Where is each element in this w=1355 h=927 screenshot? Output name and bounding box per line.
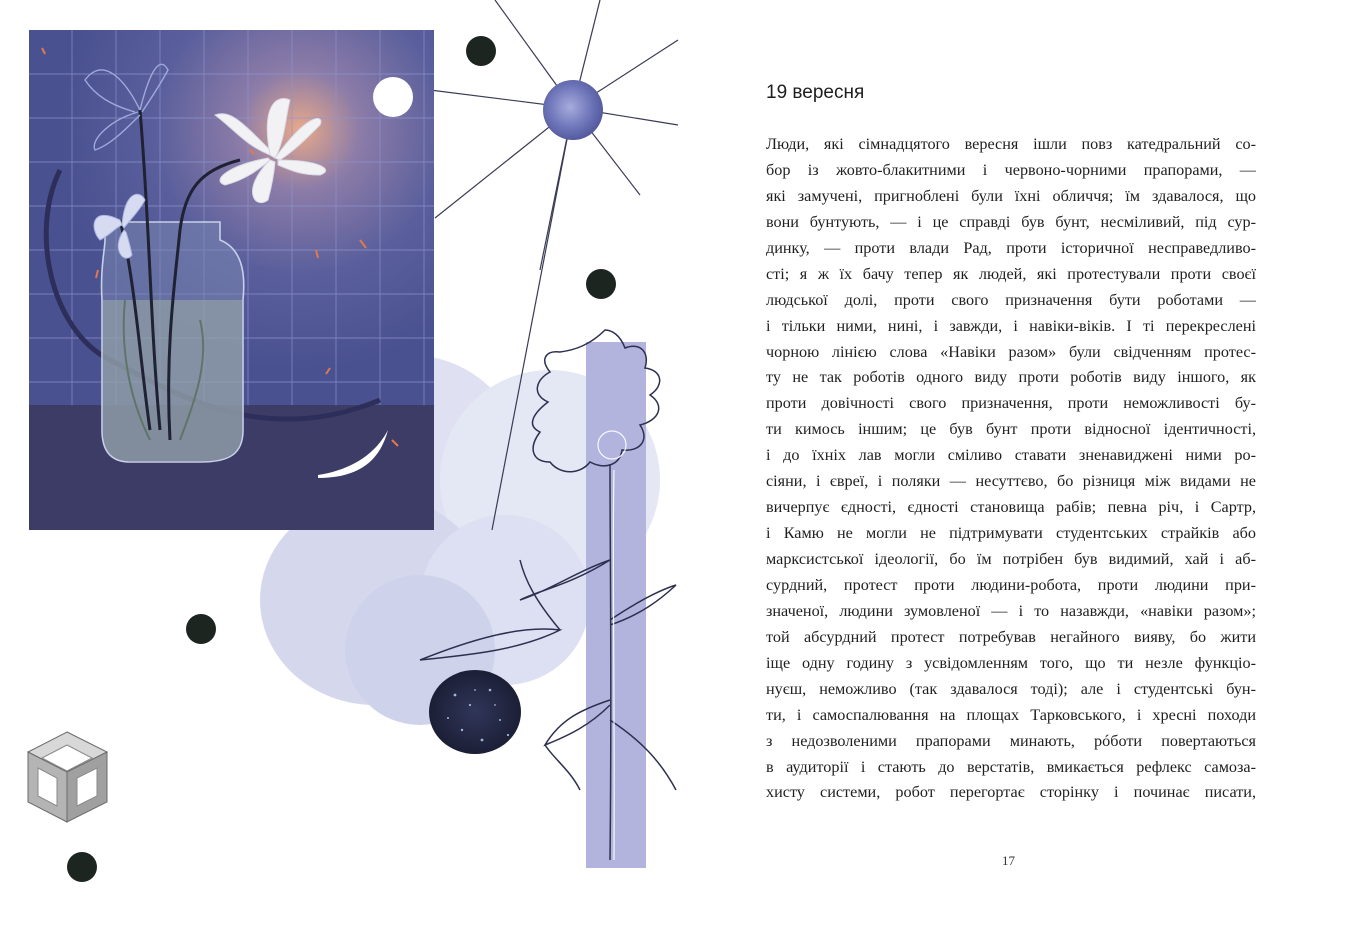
text-line: хисту системи, робот перегортає сторінку і починає писати, xyxy=(766,783,1256,802)
date-heading: 19 вересня xyxy=(766,82,865,103)
text-line: і тільки ними, нині, і завжди, і навіки-віків. І ті перекреслені xyxy=(766,316,1256,335)
text-line: той абсурдний протест потребував негайного вияву, бо жити xyxy=(766,627,1256,646)
text-line: сті; я ж їх бачу тепер як людей, які протестували проти своєї xyxy=(766,264,1256,283)
text-line: проти довічності свого призначення, проти неможливості бу- xyxy=(766,394,1256,413)
impossible-cube-icon xyxy=(28,732,107,822)
text-line: і Камю не могли не підтримувати студентських страйків або xyxy=(766,524,1256,543)
text-line: бор із жовто-блакитними і червоно-чорними прапорами, — xyxy=(766,160,1256,179)
dark-dot xyxy=(186,614,216,644)
text-line: в аудиторії і стають до верстатів, вмикається рефлекс самоза- xyxy=(766,757,1256,776)
text-line: ти, і самоспалювання на площах Тарковського, і хресні походи xyxy=(766,705,1256,724)
blue-moon xyxy=(543,80,603,140)
text-line: і до їхніх лав могли сміливо ставати зненавиджені ними ро- xyxy=(766,446,1256,465)
diary-paragraph xyxy=(766,132,1256,806)
text-line: ту не так роботів одного виду проти роботів виду іншого, як xyxy=(766,368,1256,387)
text-line: з недозволеними прапорами минають, рóботи повертаються xyxy=(766,731,1256,750)
dark-dot xyxy=(466,36,496,66)
text-line: сурдний, протест проти людини-робота, проти людини при- xyxy=(766,575,1256,594)
text-line: динку, — проти влади Рад, проти історичної несправедливо- xyxy=(766,238,1256,257)
text-line: вичерпує єдності, єдності становища рабів; певна річ, і Сартр, xyxy=(766,498,1256,517)
text-line: значеної, людини зумовленої — і то назавжди, «навіки разом»; xyxy=(766,601,1256,620)
lily-vase-panel xyxy=(29,30,434,530)
text-line: ти кимось іншим; це був бунт проти відносної ідентичності, xyxy=(766,420,1256,439)
dark-dot xyxy=(67,852,97,882)
page-number: 17 xyxy=(1002,853,1015,868)
text-line: людської долі, проти свого призначення бути роботами — xyxy=(766,290,1256,309)
starry-rock xyxy=(429,670,521,754)
text-line: іще одну годину з усвідомленням того, що ти незле функціо- xyxy=(766,653,1256,672)
text-line: нуєш, неможливо (так здавалося тоді); але і студентські бун- xyxy=(766,679,1256,698)
text-line: чорною лінією слова «Навіки разом» були свідченням протес- xyxy=(766,342,1256,361)
text-line: сіяни, і євреї, і поляки — несуттєво, бо різниця між видами не xyxy=(766,472,1256,491)
lavender-stripe xyxy=(586,342,646,868)
text-line: марксистської ідеології, бо їм потрібен був видимий, хай і аб- xyxy=(766,550,1256,568)
text-line: вони бунтують, — і це справді був бунт, несміливий, під сур- xyxy=(766,212,1256,231)
right-page-text xyxy=(690,0,1355,927)
dark-dot xyxy=(586,269,616,299)
text-line: які замучені, пригноблені були їхні обличчя; їм здавалося, що xyxy=(766,186,1256,205)
text-line: Люди, які сімнадцятого вересня ішли повз катедральний со- xyxy=(766,135,1256,153)
